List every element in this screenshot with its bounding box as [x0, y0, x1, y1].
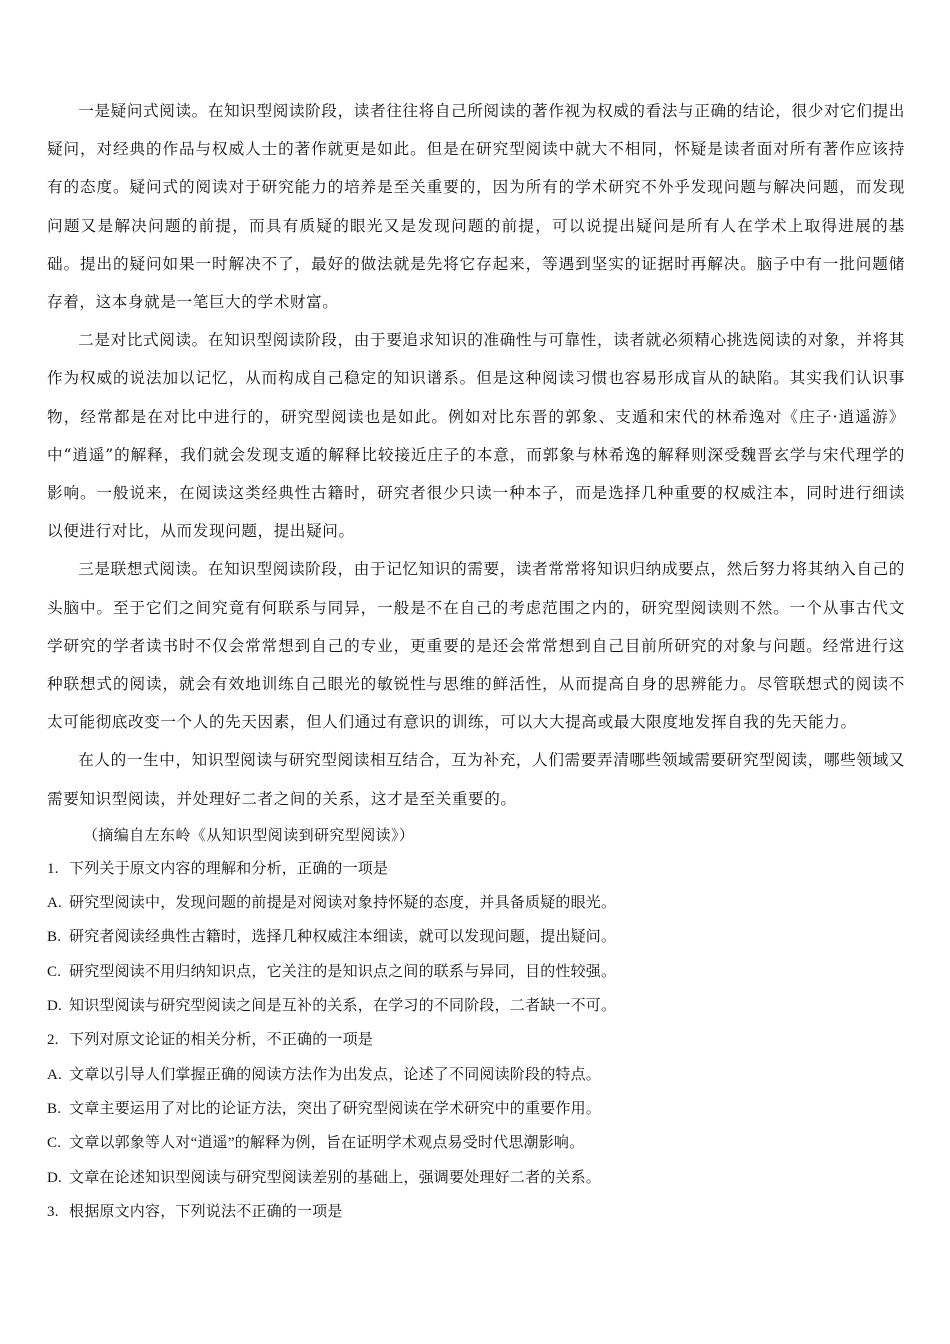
option-text: 文章主要运用了对比的论证方法，突出了研究型阅读在学术研究中的重要作用。 [69, 1100, 602, 1117]
question-3 [47, 1195, 905, 1229]
question-text: 下列关于原文内容的理解和分析，正确的一项是 [69, 860, 389, 877]
question-number: 1. [47, 860, 59, 877]
option-b [47, 1092, 905, 1126]
question-number: 2. [47, 1032, 59, 1049]
option-c [47, 955, 905, 989]
option-key: A. [47, 1066, 62, 1083]
option-text: 文章以引导人们掌握正确的阅读方法作为出发点，论述了不同阅读阶段的特点。 [69, 1066, 602, 1083]
question-text: 根据原文内容，下列说法不正确的一项是 [69, 1203, 343, 1220]
option-b [47, 920, 905, 954]
option-a [47, 886, 905, 920]
article-source: （摘编自左东岭《从知识型阅读到研究型阅读》） [83, 825, 415, 844]
paragraph-comparative-reading: 二是对比式阅读。在知识型阅读阶段，由于要追求知识的准确性与可靠性，读者就必须精心挑选阅读的对象，并将其作为权威的说法加以记忆，从而构成自己稳定的知识谱系。但是这种阅读习惯也容易形成盲从的缺陷。其实我们认识事物，经常都是在对比中进行的，研究型阅读也是如此。例如对比东晋的郭象、支遁和宋代的林希逸对《庄子·逍遥游》中“逍遥”的解释，我们就会发现支遁的解释比较接近庄子的本意，而郭象与林希逸的解释则深受魏晋玄学与宋代理学的影响。一般说来，在阅读这类经典性古籍时，研究者很少只读一种本子，而是选择几种重要的权威注本，同时进行细读以便进行对比，从而发现问题，提出疑问。 [47, 331, 905, 541]
option-d [47, 989, 905, 1023]
option-key: B. [47, 929, 62, 946]
paragraph-conclusion: 在人的一生中，知识型阅读与研究型阅读相互结合，互为补充，人们需要弄清哪些领域需要研究型阅读，哪些领域又需要知识型阅读，并处理好二者之间的关系，这才是至关重要的。 [47, 751, 905, 808]
option-key: C. [47, 963, 62, 980]
question-stem [47, 1023, 905, 1057]
option-key: D. [47, 998, 62, 1015]
question-1 [47, 852, 905, 1023]
question-stem [47, 1195, 905, 1229]
option-text: 文章以郭象等人对“逍遥”的解释为例，旨在证明学术观点易受时代思潮影响。 [69, 1135, 585, 1152]
option-key: D. [47, 1169, 62, 1186]
option-text: 研究型阅读不用归纳知识点，它关注的是知识点之间的联系与异同，目的性较强。 [69, 963, 617, 980]
question-2 [47, 1023, 905, 1194]
option-c [47, 1126, 905, 1160]
option-a [47, 1058, 905, 1092]
paragraph-questioning-reading: 一是疑问式阅读。在知识型阅读阶段，读者往往将自己所阅读的著作视为权威的看法与正确的结论，很少对它们提出疑问，对经典的作品与权威人士的著作就更是如此。但是在研究型阅读中就大不相同，怀疑是读者面对所有著作应该持有的态度。疑问式的阅读对于研究能力的培养是至关重要的，因为所有的学术研究不外乎发现问题与解决问题，而发现问题又是解决问题的前提，而具有质疑的眼光又是发现问题的前提，可以说提出疑问是所有人在学术上取得进展的基础。提出的疑问如果一时解决不了，最好的做法就是先将它存起来，等遇到坚实的证据时再解决。脑子中有一批问题储存着，这本身就是一笔巨大的学术财富。 [47, 102, 905, 312]
question-text: 下列对原文论证的相关分析，不正确的一项是 [69, 1032, 374, 1049]
question-number: 3. [47, 1203, 59, 1220]
option-text: 研究者阅读经典性古籍时，选择几种权威注本细读，就可以发现问题，提出疑问。 [69, 929, 617, 946]
option-text: 知识型阅读与研究型阅读之间是互补的关系，在学习的不同阶段，二者缺一不可。 [69, 998, 617, 1015]
document-page [47, 92, 905, 1229]
option-text: 研究型阅读中，发现问题的前提是对阅读对象持怀疑的态度，并具备质疑的眼光。 [69, 895, 617, 912]
option-key: B. [47, 1100, 62, 1117]
option-key: A. [47, 895, 62, 912]
option-d [47, 1161, 905, 1195]
option-text: 文章在论述知识型阅读与研究型阅读差别的基础上，强调要处理好二者的关系。 [69, 1169, 602, 1186]
option-key: C. [47, 1135, 62, 1152]
paragraph-associative-reading: 三是联想式阅读。在知识型阅读阶段，由于记忆知识的需要，读者常常将知识归纳成要点，然后努力将其纳入自己的头脑中。至于它们之间究竟有何联系与同异，一般是不在自己的考虑范围之内的，研究型阅读则不然。一个从事古代文学研究的学者读书时不仅会常常想到自己的专业，更重要的是还会常常想到自己目前所研究的对象与问题。经常进行这种联想式的阅读，就会有效地训练自己眼光的敏锐性与思维的鲜活性，从而提高自身的思辨能力。尽管联想式的阅读不太可能彻底改变一个人的先天因素，但人们通过有意识的训练，可以大大提高或最大限度地发挥自我的先天能力。 [47, 560, 905, 732]
question-stem [47, 852, 905, 886]
